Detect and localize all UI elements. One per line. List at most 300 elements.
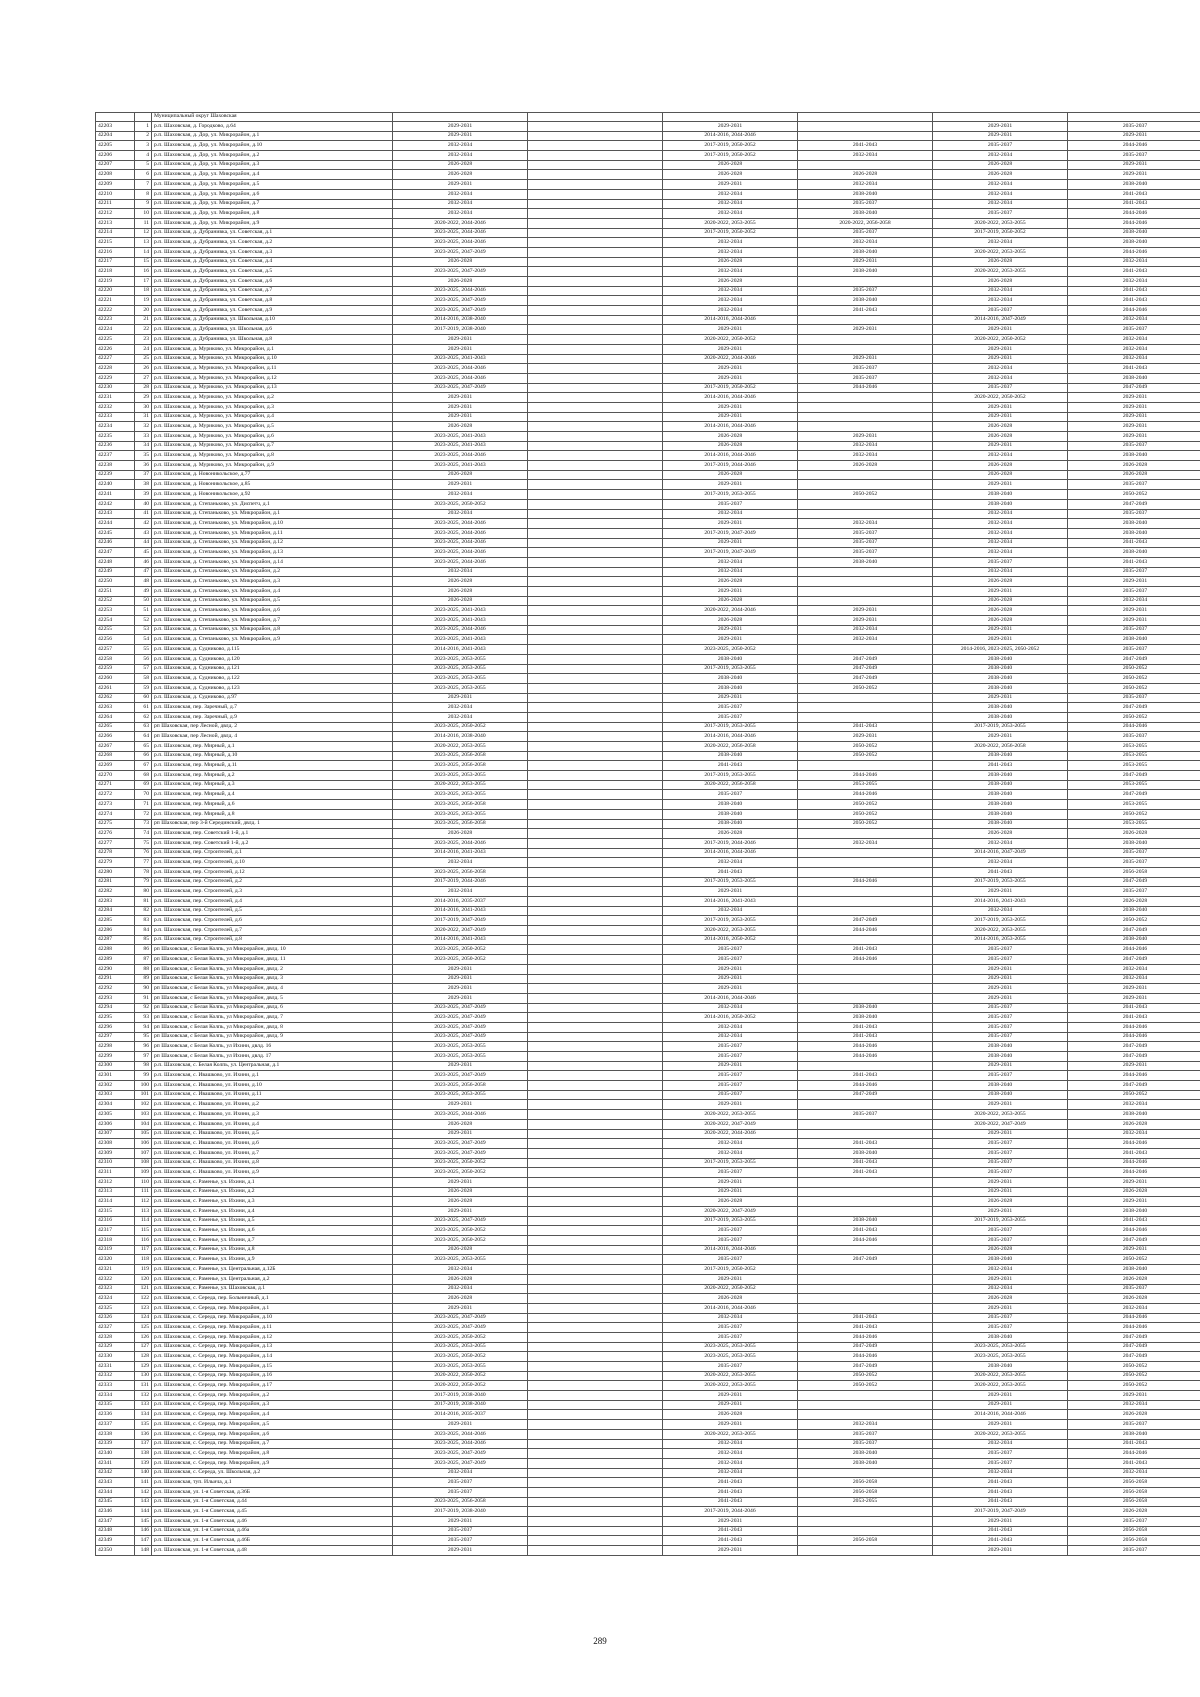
row-number-cell: 102 [135,1100,152,1110]
row-number-cell: 16 [135,267,152,277]
row-period-cell: 2020-2022, 2044-2046 [393,218,528,228]
row-period-cell: 2032-2034 [1068,1100,1200,1110]
row-period-cell: 2029-2031 [663,1177,798,1187]
row-period-cell: 2032-2034 [1068,257,1200,267]
row-period-cell: 2041-2043 [933,1536,1068,1546]
section-header-cell [528,113,663,122]
row-code-cell: 42256 [96,635,135,645]
row-number-cell: 39 [135,490,152,500]
row-period-cell: 2029-2031 [663,1100,798,1110]
row-address-cell: р.п. Шаховская, д. Степаньково, ул. Микрорайон, д.9 [152,635,393,645]
row-number-cell: 15 [135,257,152,267]
row-period-cell: 2035-2037 [798,1439,933,1449]
table-row [96,1342,1200,1352]
row-number-cell: 146 [135,1526,152,1536]
row-period-cell [528,306,663,316]
table-row [96,645,1200,655]
row-address-cell: р.п. Шаховская, с. Середа, пер. Микрорайон, д.2 [152,1391,393,1401]
row-number-cell: 50 [135,596,152,606]
row-period-cell: 2032-2034 [663,296,798,306]
row-period-cell: 2038-2040 [798,1148,933,1158]
row-period-cell: 2032-2034 [1068,1400,1200,1410]
row-address-cell: р.п. Шаховская, пер. Заречный, д.7 [152,703,393,713]
row-period-cell: 2032-2034 [663,906,798,916]
row-period-cell: 2029-2031 [663,1400,798,1410]
row-period-cell: 2038-2040 [1068,635,1200,645]
table-row [96,1536,1200,1546]
row-period-cell [798,131,933,141]
row-period-cell: 2026-2028 [933,170,1068,180]
row-address-cell: р.п. Шаховская, д. Дор, ул. Микрорайон, д.9 [152,218,393,228]
row-address-cell: рп Шаховская, с Белая Колпь, ул Микрорайон, двлд. 7 [152,1013,393,1023]
row-number-cell: 41 [135,509,152,519]
row-period-cell: 2047-2049 [1068,1052,1200,1062]
row-period-cell: 2023-2025, 2053-2055 [393,771,528,781]
table-row [96,780,1200,790]
table-row [96,1177,1200,1187]
table-row [96,325,1200,335]
row-number-cell: 78 [135,867,152,877]
row-code-cell: 42228 [96,364,135,374]
row-period-cell: 2029-2031 [1068,1061,1200,1071]
table-row [96,1207,1200,1217]
row-period-cell: 2023-2025, 2056-2058 [393,751,528,761]
row-period-cell: 2047-2049 [798,1090,933,1100]
table-row [96,373,1200,383]
row-period-cell: 2035-2037 [933,209,1068,219]
row-period-cell [798,1187,933,1197]
row-code-cell: 42233 [96,412,135,422]
row-period-cell: 2029-2031 [933,1420,1068,1430]
row-period-cell: 2038-2040 [933,751,1068,761]
row-period-cell: 2038-2040 [933,771,1068,781]
row-period-cell: 2029-2031 [663,364,798,374]
row-number-cell: 114 [135,1216,152,1226]
row-period-cell [528,867,663,877]
row-period-cell: 2050-2052 [798,751,933,761]
row-period-cell [528,897,663,907]
row-period-cell [528,1332,663,1342]
row-number-cell: 2 [135,131,152,141]
table-row [96,955,1200,965]
row-address-cell: р.п. Шаховская, д. Судниково, д.121 [152,664,393,674]
row-period-cell [528,993,663,1003]
row-period-cell: 2029-2031 [933,887,1068,897]
row-period-cell [528,654,663,664]
row-period-cell [528,1110,663,1120]
row-period-cell [528,1420,663,1430]
row-number-cell: 13 [135,238,152,248]
row-code-cell: 42319 [96,1245,135,1255]
table-row [96,1352,1200,1362]
table-row [96,916,1200,926]
row-code-cell: 42312 [96,1177,135,1187]
row-period-cell: 2035-2037 [1068,587,1200,597]
row-period-cell: 2044-2046 [798,771,933,781]
table-row [96,286,1200,296]
row-address-cell: р.п. Шаховская, д. Дор, ул. Микрорайон, д.2 [152,151,393,161]
row-period-cell: 2044-2046 [798,1352,933,1362]
row-period-cell: 2035-2037 [663,945,798,955]
row-address-cell: р.п. Шаховская, д. Дубранивка, ул. Советская, д.9 [152,306,393,316]
row-period-cell: 2029-2031 [933,325,1068,335]
row-address-cell: р.п. Шаховская, ул. 1-я Советская, д.45 [152,1507,393,1517]
row-period-cell: 2026-2028 [1068,897,1200,907]
table-row [96,1003,1200,1013]
row-address-cell: р.п. Шаховская, с. Середа, пер. Микрорайон, д.11 [152,1323,393,1333]
row-period-cell: 2035-2037 [798,538,933,548]
row-period-cell: 2041-2043 [798,1226,933,1236]
row-period-cell: 2035-2037 [1068,441,1200,451]
row-number-cell: 1 [135,122,152,132]
row-period-cell: 2029-2031 [1068,160,1200,170]
row-code-cell: 42342 [96,1468,135,1478]
row-address-cell: р.п. Шаховская, ул. 1-я Советская, д.44 [152,1497,393,1507]
table-row [96,557,1200,567]
row-period-cell: 2014-2016, 2041-2043 [393,906,528,916]
row-code-cell: 42246 [96,538,135,548]
row-period-cell: 2032-2034 [663,286,798,296]
row-period-cell: 2026-2028 [1068,461,1200,471]
table-row [96,393,1200,403]
row-period-cell: 2023-2025, 2053-2055 [933,1342,1068,1352]
row-period-cell: 2038-2040 [933,780,1068,790]
row-address-cell: рп Шаховская, с Белая Колпь, ул Микрорайон, двлд. 11 [152,955,393,965]
row-period-cell: 2017-2019, 2047-2049 [663,528,798,538]
row-address-cell: р.п. Шаховская, д. Степаньково, ул. Микрорайон, д.2 [152,567,393,577]
row-period-cell: 2038-2040 [1068,838,1200,848]
row-address-cell: р.п. Шаховская, пер. Мирный, д.3 [152,780,393,790]
row-number-cell: 73 [135,819,152,829]
row-period-cell: 2032-2034 [933,528,1068,538]
row-period-cell: 2038-2040 [933,1081,1068,1091]
row-code-cell: 42331 [96,1362,135,1372]
row-number-cell: 88 [135,964,152,974]
row-period-cell [798,1410,933,1420]
row-period-cell: 2056-2058 [798,1478,933,1488]
row-period-cell: 2050-2052 [1068,712,1200,722]
row-address-cell: р.п. Шаховская, д. Степаньково, ул. Микрорайон, д.11 [152,528,393,538]
row-address-cell: р.п. Шаховская, д. Городково, д.64 [152,122,393,132]
row-period-cell: 2026-2028 [663,170,798,180]
row-period-cell: 2014-2016, 2053-2055 [933,935,1068,945]
row-code-cell: 42315 [96,1207,135,1217]
row-period-cell: 2014-2016, 2023-2025, 2050-2052 [933,645,1068,655]
row-period-cell: 2026-2028 [393,1119,528,1129]
row-code-cell: 42282 [96,887,135,897]
row-period-cell: 2029-2031 [933,1546,1068,1556]
row-number-cell: 131 [135,1381,152,1391]
row-period-cell [528,1294,663,1304]
row-address-cell: р.п. Шаховская, ул. 1-я Советская, д.46Б [152,1536,393,1546]
row-period-cell: 2029-2031 [663,1274,798,1284]
row-period-cell: 2026-2028 [663,577,798,587]
row-period-cell [528,1439,663,1449]
row-period-cell: 2029-2031 [933,1274,1068,1284]
row-period-cell: 2035-2037 [933,1071,1068,1081]
row-period-cell [798,1468,933,1478]
row-number-cell: 140 [135,1468,152,1478]
row-period-cell [798,422,933,432]
row-period-cell: 2032-2034 [393,199,528,209]
row-period-cell: 2023-2025, 2053-2055 [393,1362,528,1372]
row-period-cell: 2035-2037 [933,1158,1068,1168]
row-period-cell: 2050-2052 [798,1371,933,1381]
table-row [96,480,1200,490]
row-code-cell: 42220 [96,286,135,296]
row-address-cell: р.п. Шаховская, с. Середа, пер. Микрорайон, д.12 [152,1332,393,1342]
row-code-cell: 42234 [96,422,135,432]
row-address-cell: р.п. Шаховская, пер. Мирный, д.4 [152,790,393,800]
row-number-cell: 55 [135,645,152,655]
row-address-cell: р.п. Шаховская, с. Белая Колпь, ул. Центральная, д.1 [152,1061,393,1071]
table-row [96,160,1200,170]
row-address-cell: р.п. Шаховская, д. Степаньково, ул. Микрорайон, д.6 [152,606,393,616]
row-number-cell: 144 [135,1507,152,1517]
row-period-cell: 2038-2040 [1068,1207,1200,1217]
row-address-cell: р.п. Шаховская, д. Степаньково, ул. Микрорайон, д.3 [152,577,393,587]
row-period-cell: 2032-2034 [798,180,933,190]
schedule-table-body [96,113,1200,1556]
row-code-cell: 42303 [96,1090,135,1100]
row-period-cell: 2026-2028 [393,1294,528,1304]
row-period-cell: 2041-2043 [798,306,933,316]
row-period-cell: 2026-2028 [663,1410,798,1420]
row-period-cell [798,867,933,877]
table-row [96,1507,1200,1517]
row-period-cell: 2029-2031 [933,1207,1068,1217]
table-row [96,722,1200,732]
row-number-cell: 118 [135,1255,152,1265]
row-code-cell: 42321 [96,1265,135,1275]
row-code-cell: 42284 [96,906,135,916]
row-period-cell [528,964,663,974]
row-period-cell: 2029-2031 [798,325,933,335]
row-period-cell [528,916,663,926]
row-period-cell: 2026-2028 [1068,1410,1200,1420]
row-code-cell: 42287 [96,935,135,945]
row-period-cell [528,470,663,480]
row-period-cell [528,974,663,984]
row-period-cell: 2014-2016, 2044-2046 [663,393,798,403]
table-row [96,751,1200,761]
row-period-cell: 2023-2025, 2047-2049 [393,1449,528,1459]
row-period-cell: 2032-2034 [393,887,528,897]
row-period-cell: 2041-2043 [1068,538,1200,548]
row-number-cell: 127 [135,1342,152,1352]
row-address-cell: р.п. Шаховская, д. Степаньково, ул. Микрорайон, д.13 [152,548,393,558]
row-period-cell: 2023-2025, 2044-2046 [393,838,528,848]
row-number-cell: 99 [135,1071,152,1081]
row-period-cell [528,703,663,713]
row-period-cell: 2038-2040 [1068,548,1200,558]
row-period-cell [798,1245,933,1255]
row-period-cell [528,1216,663,1226]
row-number-cell: 95 [135,1032,152,1042]
row-period-cell: 2035-2037 [1068,732,1200,742]
row-period-cell: 2047-2049 [798,1255,933,1265]
row-period-cell: 2026-2028 [1068,1294,1200,1304]
row-period-cell: 2032-2034 [663,209,798,219]
row-code-cell: 42225 [96,335,135,345]
row-period-cell: 2047-2049 [1068,499,1200,509]
row-period-cell [528,335,663,345]
row-number-cell: 58 [135,674,152,684]
section-header-cell [798,113,933,122]
row-period-cell: 2032-2034 [798,151,933,161]
row-number-cell: 12 [135,228,152,238]
row-code-cell: 42242 [96,499,135,509]
row-address-cell: р.п. Шаховская, д. Муриково, ул. Микрорайон, д.11 [152,364,393,374]
row-code-cell: 42274 [96,809,135,819]
row-period-cell [528,1517,663,1527]
row-code-cell: 42269 [96,761,135,771]
row-code-cell: 42348 [96,1526,135,1536]
row-period-cell: 2023-2025, 2041-2043 [393,616,528,626]
row-period-cell: 2029-2031 [933,1517,1068,1527]
row-period-cell [798,993,933,1003]
row-period-cell [528,180,663,190]
row-period-cell: 2014-2016, 2044-2046 [663,1245,798,1255]
table-row [96,131,1200,141]
row-number-cell: 125 [135,1323,152,1333]
row-period-cell: 2041-2043 [1068,296,1200,306]
row-number-cell: 75 [135,838,152,848]
table-row [96,1255,1200,1265]
row-number-cell: 119 [135,1265,152,1275]
row-period-cell: 2023-2025, 2056-2058 [393,867,528,877]
row-period-cell: 2032-2034 [663,1022,798,1032]
row-period-cell: 2035-2037 [393,1526,528,1536]
row-period-cell [528,1507,663,1517]
row-period-cell: 2044-2046 [1068,945,1200,955]
row-address-cell: р.п. Шаховская, с. Ивашково, ул. Ихини, д.3 [152,1110,393,1120]
row-period-cell [798,712,933,722]
table-row [96,1313,1200,1323]
row-period-cell: 2032-2034 [933,1439,1068,1449]
table-row [96,732,1200,742]
row-period-cell: 2032-2034 [1068,315,1200,325]
row-period-cell: 2026-2028 [393,829,528,839]
row-period-cell [798,1129,933,1139]
row-code-cell: 42253 [96,606,135,616]
row-code-cell: 42238 [96,461,135,471]
row-period-cell: 2032-2034 [663,1139,798,1149]
row-period-cell: 2026-2028 [1068,1187,1200,1197]
row-period-cell: 2041-2043 [663,1497,798,1507]
row-period-cell: 2047-2049 [1068,1352,1200,1362]
row-number-cell: 40 [135,499,152,509]
row-period-cell: 2029-2031 [393,402,528,412]
row-period-cell: 2041-2043 [798,1158,933,1168]
row-period-cell: 2041-2043 [1068,364,1200,374]
table-row [96,189,1200,199]
row-number-cell: 136 [135,1429,152,1439]
table-row [96,1546,1200,1556]
row-period-cell: 2026-2028 [663,441,798,451]
table-row [96,490,1200,500]
row-period-cell: 2047-2049 [1068,383,1200,393]
row-number-cell: 122 [135,1294,152,1304]
row-period-cell: 2029-2031 [798,606,933,616]
row-number-cell: 96 [135,1042,152,1052]
row-period-cell [528,354,663,364]
row-period-cell: 2026-2028 [663,1294,798,1304]
row-period-cell: 2035-2037 [798,199,933,209]
row-code-cell: 42314 [96,1197,135,1207]
row-period-cell: 2032-2034 [933,1468,1068,1478]
row-period-cell: 2026-2028 [393,1274,528,1284]
table-row [96,1119,1200,1129]
table-row [96,1139,1200,1149]
row-period-cell: 2053-2055 [798,780,933,790]
row-period-cell: 2014-2016, 2041-2043 [663,897,798,907]
row-address-cell: р.п. Шаховская, д. Дубранивка, ул. Советская, д.4 [152,257,393,267]
row-period-cell: 2032-2034 [933,189,1068,199]
table-row [96,470,1200,480]
row-period-cell: 2044-2046 [1068,218,1200,228]
row-period-cell: 2032-2034 [1068,344,1200,354]
row-period-cell: 2032-2034 [663,509,798,519]
table-row [96,209,1200,219]
row-number-cell: 20 [135,306,152,316]
row-period-cell: 2020-2022, 2056-2058 [933,742,1068,752]
row-period-cell: 2023-2025, 2053-2055 [393,654,528,664]
row-period-cell [528,858,663,868]
row-address-cell: р.п. Шаховская, пер. Строителей, д.6 [152,916,393,926]
row-address-cell: р.п. Шаховская, д. Муриково, ул. Микрорайон, д.6 [152,432,393,442]
row-period-cell: 2020-2022, 2056-2058 [663,780,798,790]
row-address-cell: р.п. Шаховская, с. Ивашково, ул. Ихини, д.4 [152,1119,393,1129]
table-row [96,742,1200,752]
row-period-cell: 2044-2046 [1068,141,1200,151]
row-period-cell: 2014-2016, 2050-2052 [663,1013,798,1023]
table-row [96,1294,1200,1304]
row-period-cell: 2026-2028 [663,160,798,170]
row-period-cell [798,344,933,354]
table-row [96,199,1200,209]
row-code-cell: 42336 [96,1410,135,1420]
row-period-cell: 2026-2028 [393,257,528,267]
row-period-cell [798,393,933,403]
table-row [96,519,1200,529]
row-period-cell: 2035-2037 [663,499,798,509]
row-period-cell: 2023-2025, 2044-2046 [393,557,528,567]
row-period-cell [528,1400,663,1410]
row-period-cell: 2014-2016, 2041-2043 [393,848,528,858]
row-code-cell: 42212 [96,209,135,219]
row-code-cell: 42346 [96,1507,135,1517]
row-address-cell: р.п. Шаховская, ул. 1-я Советская, д.46а [152,1526,393,1536]
row-period-cell: 2029-2031 [798,732,933,742]
row-period-cell: 2017-2019, 2038-2040 [393,1400,528,1410]
row-address-cell: р.п. Шаховская, с. Ивашково, ул. Ихини, д.8 [152,1158,393,1168]
row-address-cell: р.п. Шаховская, д. Дор, ул. Микрорайон, д.5 [152,180,393,190]
row-period-cell: 2038-2040 [933,499,1068,509]
row-period-cell: 2026-2028 [1068,470,1200,480]
row-period-cell: 2023-2025, 2047-2049 [393,1139,528,1149]
row-number-cell: 72 [135,809,152,819]
row-period-cell: 2020-2022, 2053-2055 [933,1371,1068,1381]
row-period-cell: 2038-2040 [1068,451,1200,461]
row-period-cell: 2035-2037 [663,703,798,713]
row-period-cell [528,1274,663,1284]
row-period-cell: 2050-2052 [1068,683,1200,693]
table-row [96,1371,1200,1381]
row-code-cell: 42250 [96,577,135,587]
row-period-cell: 2017-2019, 2050-2052 [663,383,798,393]
row-period-cell: 2035-2037 [663,1255,798,1265]
